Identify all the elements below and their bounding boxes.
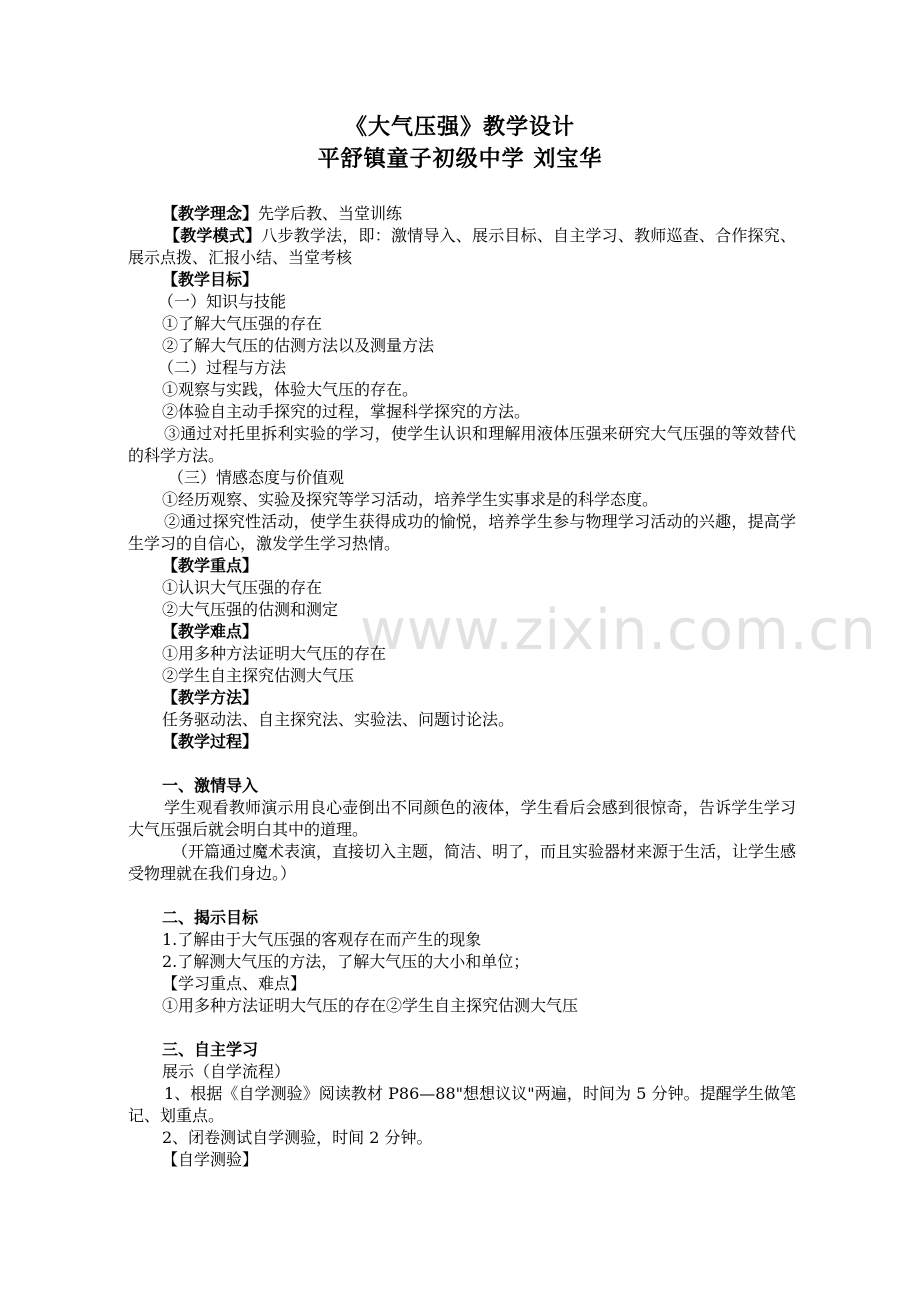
document-title: 《大气压强》教学设计 [344, 115, 575, 140]
goal-item: ③通过对托里拆利实验的学习，使学生认识和理解用液体压强来研究大气压强的等效替代的科学方法。 [128, 424, 796, 465]
goal-item: ②通过探究性活动，使学生获得成功的愉悦，培养学生参与物理学习活动的兴趣，提高学生学习的自信心，激发学生学习热情。 [128, 512, 796, 553]
section-heading-2: 二、揭示目标 [162, 908, 259, 927]
heading-methods: 【教学方法】 [162, 688, 259, 707]
title-block [0, 112, 920, 176]
teaching-concept-text: 先学后教、当堂训练 [258, 204, 403, 223]
goal-item: ①观察与实践，体验大气压的存在。 [162, 380, 419, 399]
paragraph: （开篇通过魔术表演，直接切入主题，简洁、明了，而且实验器材来源于生活，让学生感受物理就在我们身边。） [128, 842, 797, 883]
key-point-item: ②大气压强的估测和测定 [162, 600, 339, 619]
objective-item: 1.了解由于大气压强的客观存在而产生的现象 [162, 930, 482, 949]
heading-teaching-goals: 【教学目标】 [162, 270, 259, 289]
paragraph: 学生观看教师演示用良心壶倒出不同颜色的液体，学生看后会感到很惊奇，告诉学生学习大气压强后就会明白其中的道理。 [128, 798, 796, 839]
goal-item: ①了解大气压强的存在 [162, 314, 323, 333]
heading-process: 【教学过程】 [162, 732, 259, 751]
label-teaching-concept: 【教学理念】 [162, 204, 259, 223]
label-teaching-mode: 【教学模式】 [164, 226, 262, 245]
section-heading-1: 一、激情导入 [162, 776, 259, 795]
objective-heading: 【学习重点、难点】 [162, 974, 307, 993]
difficulty-item: ②学生自主探究估测大气压 [162, 666, 355, 685]
difficulty-item: ①用多种方法证明大气压的存在 [162, 644, 387, 663]
study-step: 1、根据《自学测验》阅读教材 P86—88"想想议议"两遍，时间为 5 分钟。提醒学生做笔记、划重点。 [128, 1084, 796, 1125]
goal-section-1: （一）知识与技能 [158, 292, 287, 311]
methods-text: 任务驱动法、自主探究法、实验法、问题讨论法。 [162, 710, 515, 729]
goal-section-3: （三）情感态度与价值观 [168, 468, 345, 487]
goal-item: ②了解大气压的估测方法以及测量方法 [162, 336, 435, 355]
watermark: www.zixin.com.cn [360, 598, 877, 663]
document-subtitle: 平舒镇童子初级中学 刘宝华 [317, 147, 603, 172]
objective-item: 2.了解测大气压的方法，了解大气压的大小和单位； [162, 952, 530, 971]
study-step: 2、闭卷测试自学测验，时间 2 分钟。 [162, 1128, 433, 1147]
study-flow: 展示（自学流程） [162, 1062, 291, 1081]
self-test-heading: 【自学测验】 [162, 1150, 259, 1169]
document-body [128, 203, 796, 1171]
section-heading-3: 三、自主学习 [162, 1040, 259, 1059]
teaching-mode [128, 225, 796, 269]
goal-item: ①经历观察、实验及探究等学习活动，培养学生实事求是的科学态度。 [162, 490, 659, 509]
goal-item: ②体验自主动手探究的过程，掌握科学探究的方法。 [162, 402, 531, 421]
goal-section-2: （二）过程与方法 [158, 358, 287, 377]
objective-item: ①用多种方法证明大气压的存在②学生自主探究估测大气压 [162, 996, 579, 1015]
heading-key-points: 【教学重点】 [162, 556, 259, 575]
key-point-item: ①认识大气压强的存在 [162, 578, 323, 597]
heading-difficulties: 【教学难点】 [162, 622, 259, 641]
teaching-concept [128, 203, 796, 225]
teaching-mode-text: 八步教学法，即：激情导入、展示目标、自主学习、教师巡查、合作探究、展示点拨、汇报小结、当堂考核 [128, 226, 796, 267]
